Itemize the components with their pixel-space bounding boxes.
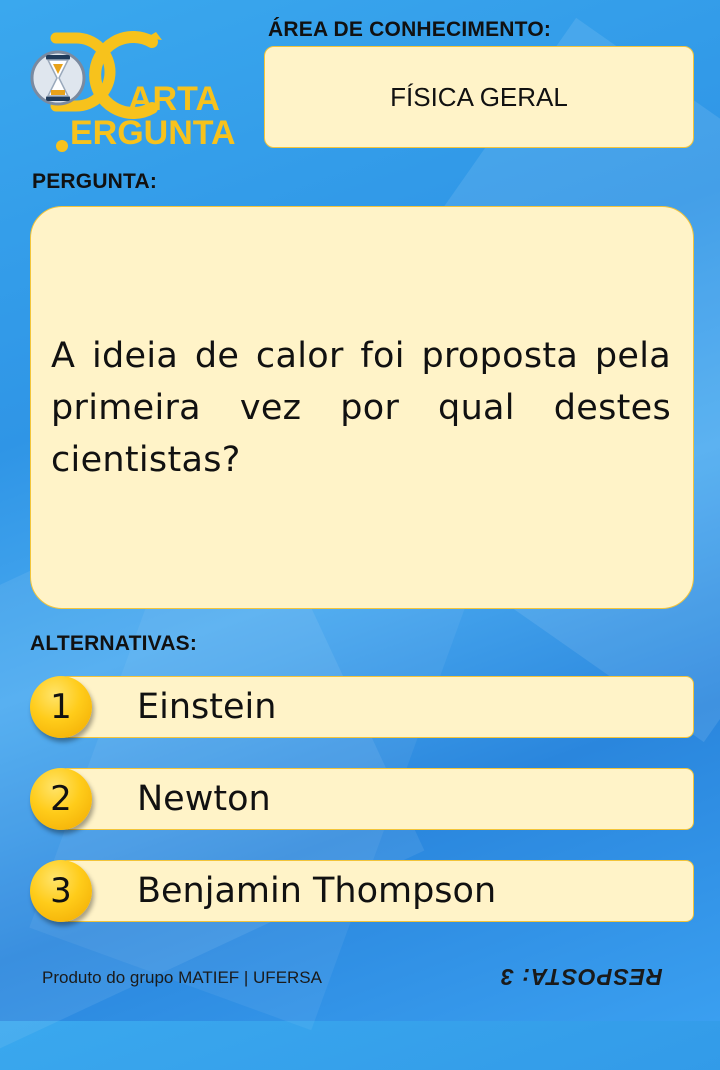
alternative-number-badge: 2 — [30, 768, 92, 830]
area-label: ÁREA DE CONHECIMENTO: — [268, 18, 552, 41]
question-box — [30, 206, 694, 609]
alternative-1[interactable] — [30, 676, 694, 738]
alternative-bar[interactable] — [60, 676, 694, 738]
alternative-text: Einstein — [137, 687, 277, 727]
carta-pergunta-logo — [28, 30, 258, 155]
footer-credit: Produto do grupo MATIEF | UFERSA — [42, 968, 322, 987]
alternative-text: Benjamin Thompson — [137, 871, 497, 911]
alternatives-label: ALTERNATIVAS: — [30, 632, 198, 655]
alternative-number-badge: 1 — [30, 676, 92, 738]
area-box — [264, 46, 694, 148]
alternative-2[interactable] — [30, 768, 694, 830]
upside-down-answer: RESPOSTA: 3 — [500, 964, 663, 990]
question-label: PERGUNTA: — [32, 170, 158, 193]
alternative-3[interactable] — [30, 860, 694, 922]
logo-word-top: ARTA — [128, 80, 220, 118]
logo-word-bottom: ERGUNTA — [70, 114, 236, 152]
question-text: A ideia de calor foi proposta pela primeira vez por qual destes cientistas? — [51, 335, 671, 480]
alternative-number-badge: 3 — [30, 860, 92, 922]
alternative-bar[interactable] — [60, 768, 694, 830]
area-value: FÍSICA GERAL — [390, 81, 568, 112]
alternative-bar[interactable] — [60, 860, 694, 922]
alternative-text: Newton — [137, 779, 271, 819]
